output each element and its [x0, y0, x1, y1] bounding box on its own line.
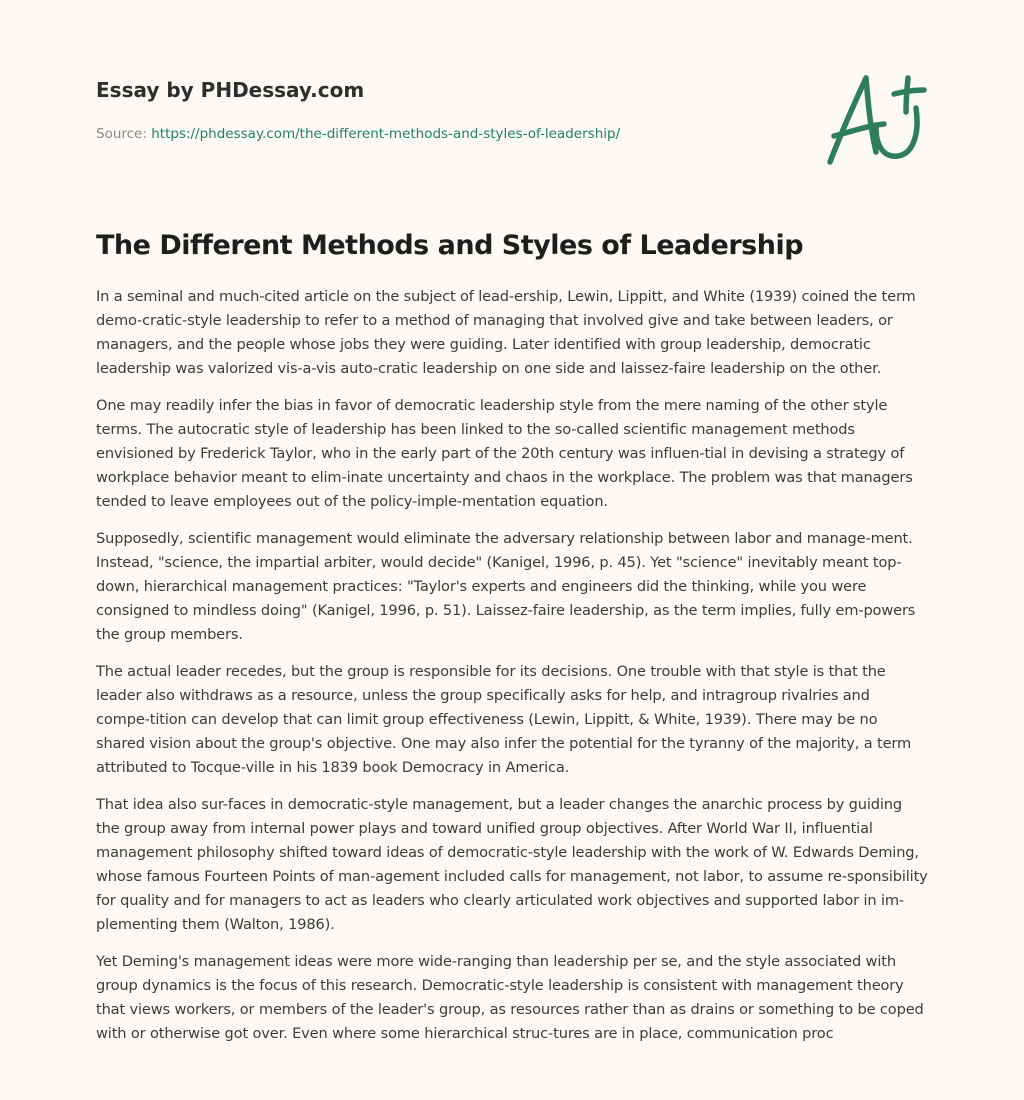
essay-paragraph: Yet Deming's management ideas were more wide-ranging than leadership per se, and the style associated with group dynamics is the focus of this research. Democratic-style leadership is consistent with management theory that views workers, or members of the leader's group, as resources rather than as drains or something to be coped with or otherwise got over. Even where some hierarchical struc-tures are in place, communication proc [96, 953, 924, 1042]
essay-paragraph: In a seminal and much-cited article on the subject of lead-ership, Lewin, Lippitt, and White (1939) coined the term demo-cratic-style leadership to refer to a method of managing that involved give and take between leaders, or managers, and the people whose jobs they were guiding. Later identified with group leadership, democratic leadership was valorized vis-a-vis auto-cratic leadership on one side and laissez-faire leadership on the other. [96, 288, 916, 377]
essay-body [96, 285, 928, 1059]
page-header [96, 76, 796, 144]
essay-paragraph: The actual leader recedes, but the group is responsible for its decisions. One trouble with that style is that the leader also withdraws as a resource, unless the group specifically asks for help, and intragroup rivalries and compe-tition can develop that can limit group effectiveness (Lewin, Lippitt, & White, 1939). There may be no shared vision about the group's objective. One may also infer the potential for the tyranny of the majority, a term attributed to Tocque-ville in his 1839 book Democracy in America. [96, 663, 912, 776]
essay-title: The Different Methods and Styles of Leadership [96, 230, 804, 261]
essay-paragraph: Supposedly, scientific management would eliminate the adversary relationship between labor and manage-ment. Instead, "science, the impartial arbiter, would decide" (Kanigel, 1996, p. 45). Yet "science" inevitably meant top-down, hierarchical management practices: "Taylor's experts and engineers did the thinking, while you were consigned to mindless doing" (Kanigel, 1996, p. 51). Laissez-faire leadership, as the term implies, fully em-powers the group members. [96, 530, 916, 643]
site-brand: Essay by PHDessay.com [96, 78, 365, 102]
source-link[interactable]: https://phdessay.com/the-different-methods-and-styles-of-leadership/ [151, 126, 621, 142]
source-label: Source: [96, 126, 152, 142]
essay-paragraph: One may readily infer the bias in favor of democratic leadership style from the mere naming of the other style terms. The autocratic style of leadership has been linked to the so-called scientific management methods envisioned by Frederick Taylor, who in the early part of the 20th century was influen-tial in devising a strategy of workplace behavior meant to elim-inate uncertainty and chaos in the workplace. The problem was that managers tended to leave employees out of the policy-imple-mentation equation. [96, 397, 913, 510]
a-plus-grade-icon [818, 66, 933, 171]
essay-paragraph: That idea also sur-faces in democratic-style management, but a leader changes the anarchic process by guiding the group away from internal power plays and toward unified group objectives. After World War II, influential management philosophy shifted toward ideas of democratic-style leadership with the work of W. Edwards Deming, whose famous Fourteen Points of man-agement included calls for management, not labor, to assume re-sponsibility for quality and for managers to act as leaders who clearly articulated work objectives and supported labor in im-plementing them (Walton, 1986). [96, 796, 928, 933]
source-line [96, 124, 796, 144]
